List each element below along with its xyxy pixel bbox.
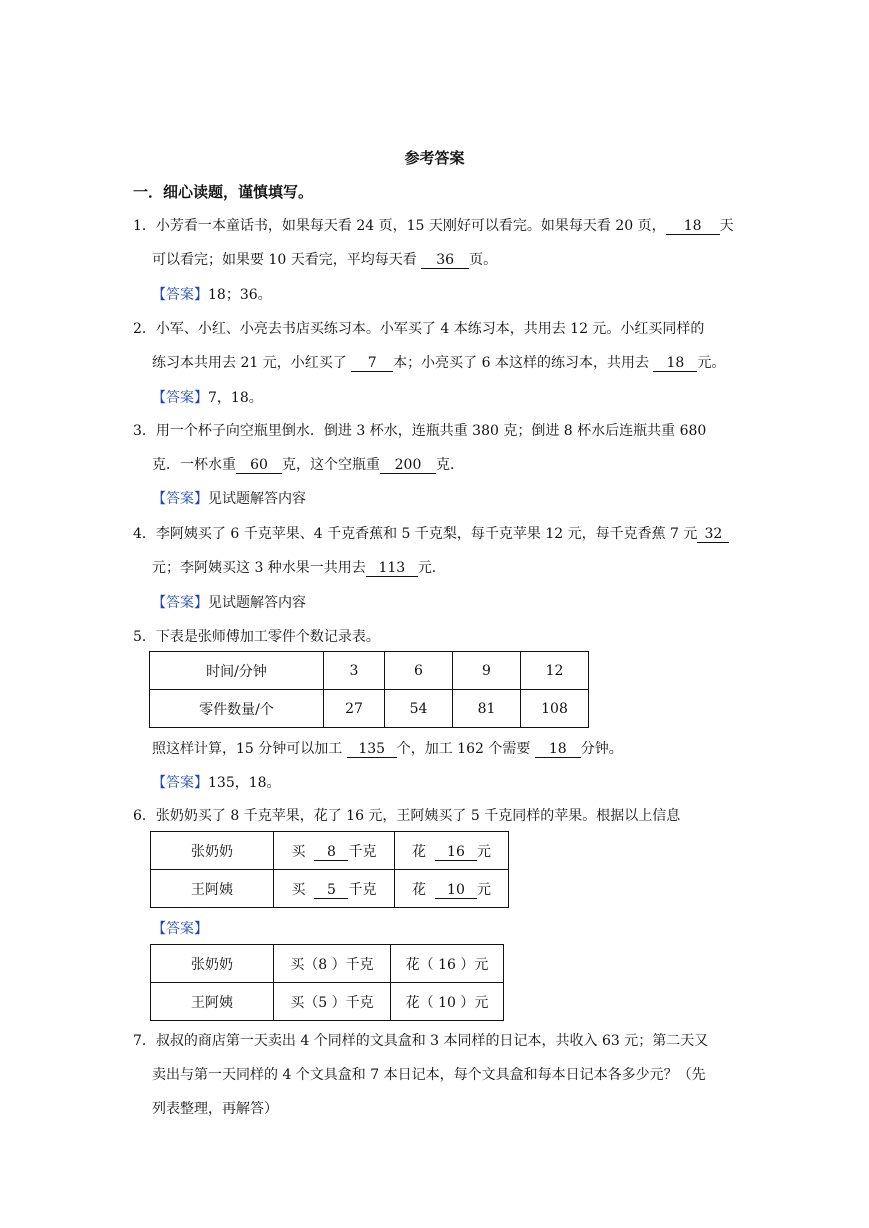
answer-tag: 【答案】 <box>152 390 208 406</box>
table-row <box>150 652 589 690</box>
q5-blank-2: 18 <box>535 741 581 758</box>
q6-blank: 10 <box>435 882 477 899</box>
q1-blank-1: 18 <box>666 218 720 235</box>
table-cell: 花（ 10 ）元 <box>391 983 504 1021</box>
q4-text-b: 元；李阿姨买这 3 种水果一共用去 <box>152 560 366 576</box>
table-cell <box>274 870 395 908</box>
q3-answer <box>152 488 306 508</box>
q5-line-1: 5．下表是张师傅加工零件个数记录表。 <box>133 629 380 645</box>
table-cell: 王阿姨 <box>151 983 274 1021</box>
q3-text-c: 克． <box>436 457 464 473</box>
table-row <box>151 832 509 870</box>
table-row <box>150 690 589 728</box>
q5-answer-text: 135，18。 <box>208 775 281 791</box>
q1-text-b: 天 <box>719 218 734 234</box>
answer-tag: 【答案】 <box>152 491 208 507</box>
table-cell: 张奶奶 <box>151 832 274 870</box>
table-row <box>151 870 509 908</box>
q4-blank-2: 113 <box>366 560 418 577</box>
table-row <box>151 983 504 1021</box>
cell-text: 元 <box>476 881 491 898</box>
q2-text-c: 元。 <box>697 355 726 371</box>
table-cell: 零件数量/个 <box>150 690 324 728</box>
table-cell <box>395 832 509 870</box>
q5-text-a: 照这样计算，15 分钟可以加工 <box>152 741 343 757</box>
table-cell: 108 <box>521 690 589 728</box>
q4-blank-1: 32 <box>697 526 729 543</box>
q1-text-a: 1．小芳看一本童话书，如果每天看 24 页，15 天刚好可以看完。如果每天看 20 页， <box>133 218 666 234</box>
q6-table <box>150 831 509 908</box>
table-cell <box>395 870 509 908</box>
q2-blank-1: 7 <box>351 355 393 372</box>
table-cell: 买（5 ）千克 <box>274 983 391 1021</box>
q6-blank: 8 <box>314 844 348 861</box>
q1-text-c: 可以看完；如果要 10 天看完，平均每天看 <box>152 252 417 268</box>
page-title: 参考答案 <box>404 149 465 167</box>
cell-text: 千克 <box>348 843 377 860</box>
q3-line-1: 3．用一个杯子向空瓶里倒水．倒进 3 杯水，连瓶共重 380 克；倒进 8 杯水后连瓶共重 680 <box>133 423 707 439</box>
q2-line-1: 2．小军、小红、小亮去书店买练习本。小军买了 4 本练习本，共用去 12 元。小红买同样的 <box>133 321 705 337</box>
cell-text: 千克 <box>348 881 377 898</box>
table-cell: 27 <box>324 690 385 728</box>
cell-text: 花 <box>412 881 427 898</box>
q5-text-c: 分钟。 <box>580 741 623 757</box>
q1-text-d: 页。 <box>469 252 498 268</box>
q6-blank: 16 <box>435 844 477 861</box>
q6-answer <box>152 918 208 938</box>
q7-line-2: 卖出与第一天同样的 4 个文具盒和 7 本日记本，每个文具盒和每本日记本各多少元？（先 <box>152 1067 706 1083</box>
q1-answer-text: 18；36。 <box>208 287 272 303</box>
section-heading: 一．细心读题，谨慎填写。 <box>133 183 314 201</box>
q4-answer-text: 见试题解答内容 <box>208 595 306 611</box>
cell-text: 花 <box>412 843 427 860</box>
table-cell: 王阿姨 <box>151 870 274 908</box>
cell-text: 元 <box>476 843 491 860</box>
cell-text: 买 <box>291 843 306 860</box>
q4-text-c: 元． <box>417 560 446 576</box>
q5-text-b: 个，加工 162 个需要 <box>396 741 531 757</box>
q7-line-1: 7．叔叔的商店第一天卖出 4 个同样的文具盒和 3 本同样的日记本，共收入 63 元；第二天又 <box>133 1033 709 1049</box>
table-cell: 3 <box>324 652 385 690</box>
table-cell: 买（8 ）千克 <box>274 945 391 983</box>
q6-blank: 5 <box>314 882 348 899</box>
q5-blank-1: 135 <box>347 741 397 758</box>
answer-tag: 【答案】 <box>152 287 208 303</box>
q4-text-a: 4．李阿姨买了 6 千克苹果、4 千克香蕉和 5 千克梨，每千克苹果 12 元，每千克香蕉 7 元 <box>133 526 698 542</box>
table-cell: 9 <box>453 652 521 690</box>
q2-answer <box>152 387 263 407</box>
q6-answer-table <box>150 944 504 1021</box>
q3-blank-1: 60 <box>236 457 282 474</box>
q3-text-b: 克，这个空瓶重 <box>282 457 380 473</box>
table-cell: 张奶奶 <box>151 945 274 983</box>
q1-line-2 <box>152 249 497 269</box>
q3-line-2 <box>152 454 464 474</box>
table-cell: 54 <box>385 690 453 728</box>
cell-text: 买 <box>291 881 306 898</box>
q2-blank-2: 18 <box>653 355 697 372</box>
q6-line-1: 6．张奶奶买了 8 千克苹果，花了 16 元，王阿姨买了 5 千克同样的苹果。根据以上信息 <box>133 808 681 824</box>
answer-tag: 【答案】 <box>152 595 208 611</box>
table-cell: 12 <box>521 652 589 690</box>
q2-text-a: 练习本共用去 21 元，小红买了 <box>152 355 347 371</box>
table-cell: 花（ 16 ）元 <box>391 945 504 983</box>
q5-table <box>149 651 589 728</box>
q4-line-2 <box>152 557 446 577</box>
table-cell: 时间/分钟 <box>150 652 324 690</box>
q2-answer-text: 7，18。 <box>208 390 263 406</box>
q3-blank-2: 200 <box>380 457 436 474</box>
answer-tag: 【答案】 <box>152 775 208 791</box>
q2-text-b: 本；小亮买了 6 本这样的练习本，共用去 <box>393 355 649 371</box>
table-cell <box>274 832 395 870</box>
table-cell: 81 <box>453 690 521 728</box>
q3-answer-text: 见试题解答内容 <box>208 491 306 507</box>
answer-tag: 【答案】 <box>152 921 208 937</box>
q1-line-1 <box>133 215 734 235</box>
q5-line-2 <box>152 738 623 758</box>
q7-line-3: 列表整理，再解答） <box>152 1101 278 1117</box>
q1-answer <box>152 284 272 304</box>
q4-answer <box>152 592 306 612</box>
q5-answer <box>152 772 281 792</box>
q3-text-a: 克．一杯水重 <box>152 457 236 473</box>
q1-blank-2: 36 <box>421 252 469 269</box>
q4-line-1 <box>133 523 729 543</box>
q2-line-2 <box>152 352 725 372</box>
table-row <box>151 945 504 983</box>
table-cell: 6 <box>385 652 453 690</box>
